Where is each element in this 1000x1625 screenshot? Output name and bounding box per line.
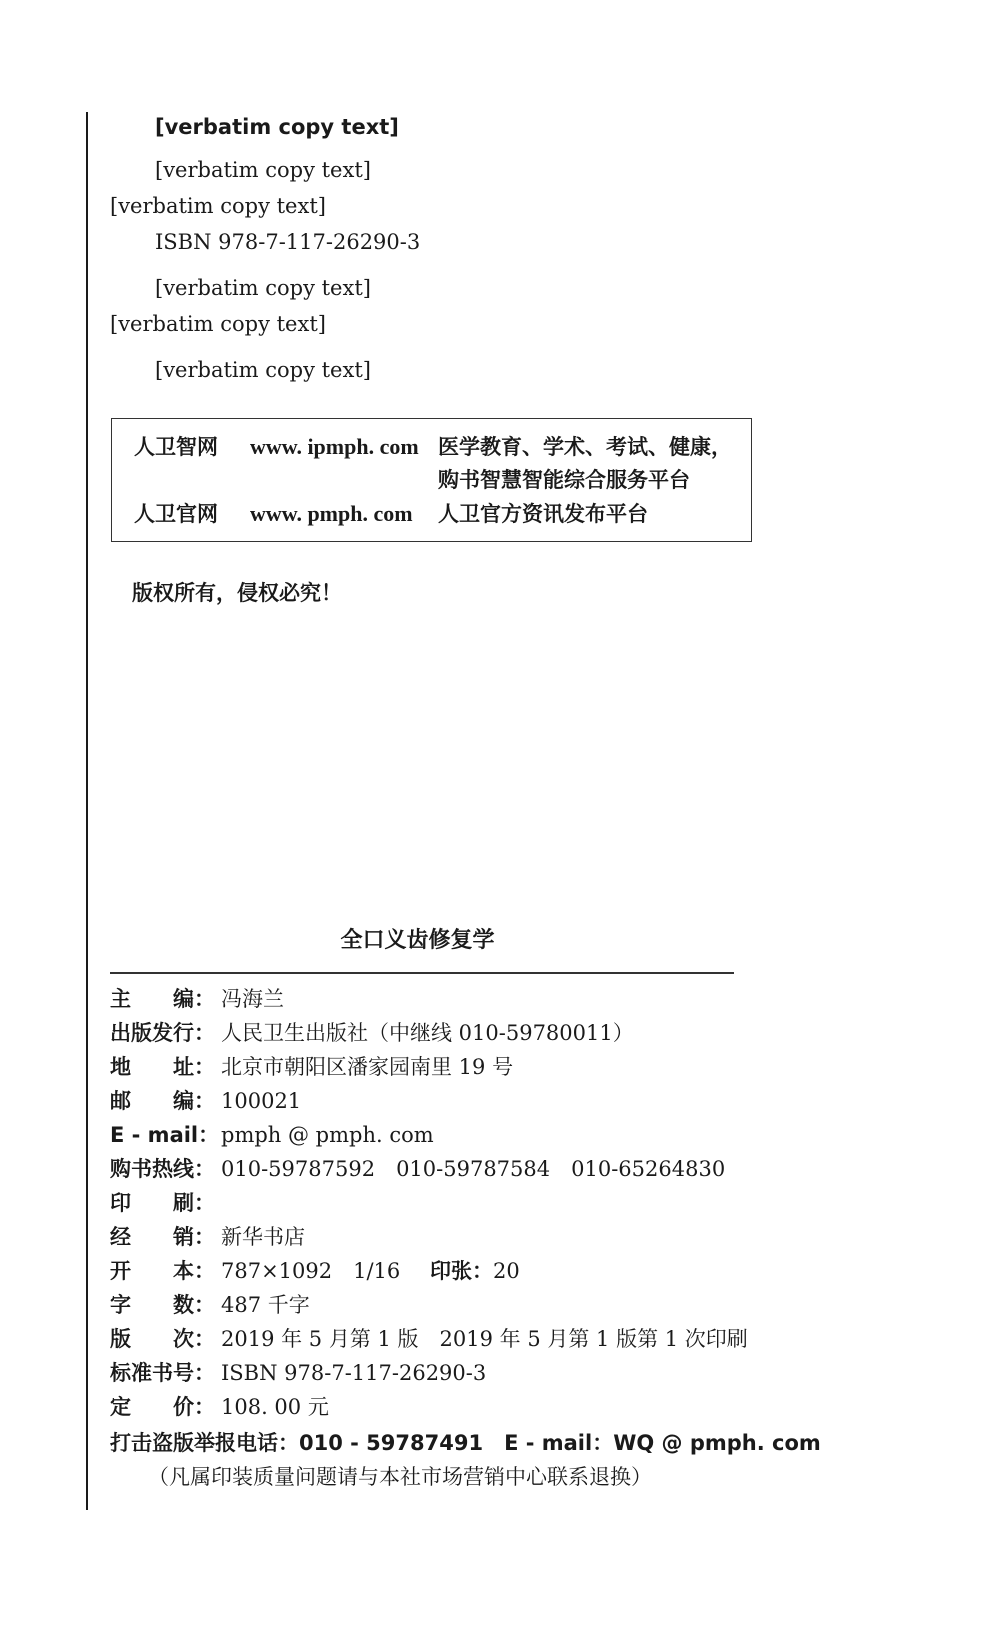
sheets-label: 印张： (430, 1259, 493, 1283)
info-label: 字 数： (110, 1293, 215, 1317)
book-title: 全口义齿修复学 (340, 928, 495, 953)
smart-site-url: www. ipmph. com (250, 434, 419, 459)
info-value: 冯海兰 (221, 987, 284, 1011)
info-label: 开 本： (110, 1259, 215, 1283)
info-value: 人民卫生出版社（中继线 010-59780011） (221, 1021, 634, 1045)
smart-site-name: 人卫智网 (134, 435, 218, 459)
info-label: 主 编： (110, 987, 215, 1011)
info-label: 版 次： (110, 1327, 215, 1351)
info-label: 经 销： (110, 1225, 215, 1249)
info-value: ISBN 978-7-117-26290-3 (221, 1361, 487, 1385)
anti-piracy-hotline: 打击盗版举报电话：010 - 59787491 E - mail：WQ @ pmph. com (110, 1431, 821, 1455)
copyright-notice: 版权所有，侵权必究！ (132, 581, 342, 605)
official-site-url: www. pmph. com (250, 501, 413, 526)
info-value: 北京市朝阳区潘家园南里 19 号 (221, 1055, 514, 1079)
info-label: E - mail： (110, 1123, 220, 1147)
cip-classification-line2: [verbatim copy text] (110, 312, 326, 336)
cip-isbn: ISBN 978-7-117-26290-3 (155, 230, 421, 254)
official-site-name: 人卫官网 (134, 502, 218, 526)
cip-title: [verbatim copy text] (155, 115, 399, 139)
info-value: 010-59787592 010-59787584 010-65264830 (221, 1157, 726, 1181)
info-label: 定 价： (110, 1395, 215, 1419)
info-label: 地 址： (110, 1055, 215, 1079)
info-label: 印 刷： (110, 1191, 215, 1215)
info-sheets (430, 1261, 520, 1282)
info-label: 邮 编： (110, 1089, 215, 1113)
title-divider (110, 972, 734, 974)
cip-classification-line1: [verbatim copy text] (155, 276, 371, 300)
smart-site-desc-line1: 医学教育、学术、考试、健康， (438, 435, 732, 459)
info-value: 2019 年 5 月第 1 版 2019 年 5 月第 1 版第 1 次印刷 (221, 1327, 748, 1351)
official-site-desc: 人卫官方资讯发布平台 (438, 502, 648, 526)
info-value: 100021 (221, 1089, 302, 1113)
info-label: 购书热线： (110, 1157, 215, 1181)
sheets-value: 20 (493, 1259, 520, 1283)
info-value: 新华书店 (221, 1225, 305, 1249)
info-value: 487 千字 (221, 1293, 310, 1317)
info-label: 出版发行： (110, 1021, 215, 1045)
cip-entry-line1: [verbatim copy text] (155, 158, 371, 182)
website-box (111, 418, 752, 542)
info-value: pmph @ pmph. com (221, 1123, 434, 1147)
smart-site-desc-line2: 购书智慧智能综合服务平台 (438, 468, 690, 492)
left-margin-rule (86, 112, 88, 1510)
cip-verification-number: [verbatim copy text] (155, 358, 371, 382)
info-value: 108. 00 元 (221, 1395, 329, 1419)
quality-notice: （凡属印装质量问题请与本社市场营销中心联系退换） (148, 1465, 652, 1489)
info-label: 标准书号： (110, 1361, 215, 1385)
info-value: 787×1092 1/16 (221, 1259, 401, 1283)
cip-entry-line2: [verbatim copy text] (110, 194, 326, 218)
